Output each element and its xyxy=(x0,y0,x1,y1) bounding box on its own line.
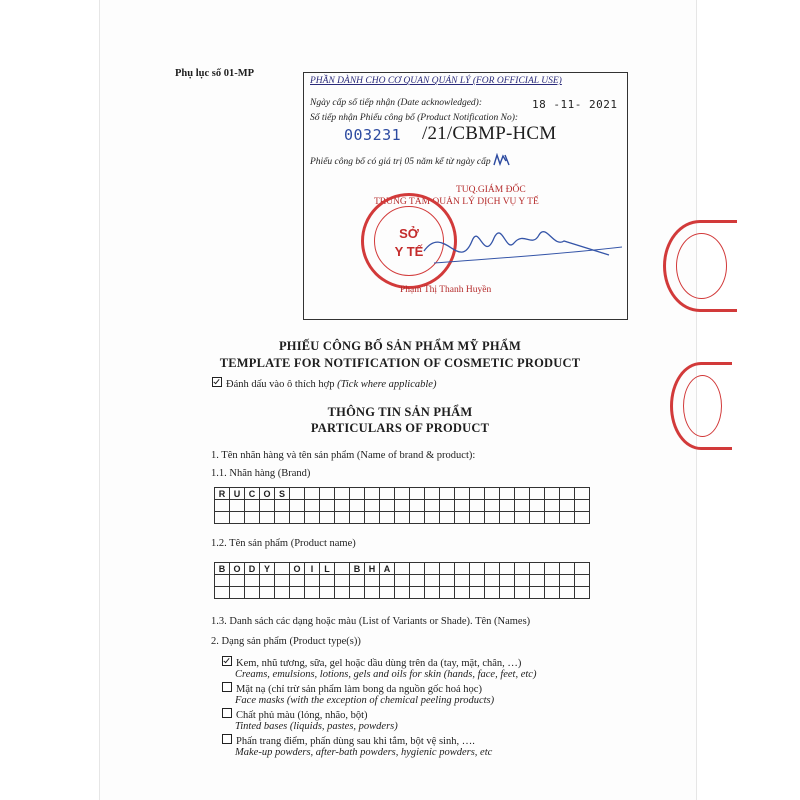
notification-number-value: 003231 xyxy=(344,126,402,144)
grid-cell xyxy=(455,500,470,512)
product-type-list xyxy=(222,656,536,760)
grid-cell xyxy=(230,587,245,599)
grid-cell xyxy=(515,488,530,500)
grid-cell xyxy=(335,488,350,500)
grid-cell xyxy=(215,587,230,599)
grid-cell xyxy=(275,512,290,524)
grid-cell xyxy=(320,512,335,524)
grid-cell xyxy=(260,512,275,524)
grid-cell xyxy=(560,512,575,524)
grid-cell xyxy=(560,488,575,500)
grid-cell: H xyxy=(365,563,380,575)
grid-cell xyxy=(575,512,590,524)
grid-cell xyxy=(245,512,260,524)
q2-label: 2. Dạng sản phẩm (Product type(s)) xyxy=(211,636,361,647)
grid-cell xyxy=(395,575,410,587)
grid-cell xyxy=(500,488,515,500)
grid-cell xyxy=(395,500,410,512)
grid-cell xyxy=(470,500,485,512)
grid-cell: B xyxy=(215,563,230,575)
grid-cell xyxy=(320,587,335,599)
section-title-vi: THÔNG TIN SẢN PHẨM xyxy=(327,405,473,419)
grid-cell: C xyxy=(245,488,260,500)
grid-cell xyxy=(320,575,335,587)
grid-cell xyxy=(215,512,230,524)
checkbox-checked-icon xyxy=(212,377,222,387)
product-type-en: Creams, emulsions, lotions, gels and oils for skin (hands, face, feet, etc) xyxy=(235,669,537,680)
grid-cell xyxy=(260,575,275,587)
grid-cell xyxy=(230,500,245,512)
grid-cell xyxy=(545,488,560,500)
grid-cell xyxy=(455,563,470,575)
grid-cell: D xyxy=(245,563,260,575)
grid-cell xyxy=(515,575,530,587)
checkbox-icon[interactable] xyxy=(222,682,232,692)
grid-cell xyxy=(245,575,260,587)
grid-cell xyxy=(290,488,305,500)
grid-cell: L xyxy=(320,563,335,575)
grid-cell xyxy=(500,575,515,587)
grid-cell xyxy=(485,575,500,587)
grid-cell xyxy=(410,512,425,524)
grid-cell xyxy=(260,587,275,599)
notification-number-suffix: /21/CBMP-HCM xyxy=(422,123,557,144)
grid-cell xyxy=(530,512,545,524)
signer-organization: TRUNG TÂM QUẢN LÝ DỊCH VỤ Y TẾ xyxy=(374,197,539,207)
grid-cell xyxy=(305,500,320,512)
grid-cell xyxy=(515,500,530,512)
product-type-vi: Phấn trang điểm, phấn dùng sau khi tắm, bột vệ sinh, …. xyxy=(236,736,475,747)
grid-cell xyxy=(335,500,350,512)
grid-cell xyxy=(380,587,395,599)
grid-cell xyxy=(320,488,335,500)
grid-cell xyxy=(410,488,425,500)
grid-cell: S xyxy=(275,488,290,500)
grid-cell xyxy=(380,488,395,500)
signature-icon xyxy=(364,193,624,283)
grid-cell xyxy=(515,563,530,575)
official-use-box xyxy=(303,72,628,320)
product-type-en: Make-up powders, after-bath powders, hygienic powders, etc xyxy=(235,747,493,758)
grid-cell xyxy=(425,587,440,599)
grid-cell xyxy=(560,587,575,599)
grid-cell xyxy=(350,512,365,524)
grid-cell xyxy=(350,488,365,500)
annex-label: Phụ lục số 01-MP xyxy=(175,68,255,79)
grid-cell xyxy=(425,563,440,575)
grid-cell: Y xyxy=(260,563,275,575)
grid-cell xyxy=(215,575,230,587)
form-title-vi: PHIẾU CÔNG BỐ SẢN PHẨM MỸ PHẨM xyxy=(278,339,522,353)
grid-cell xyxy=(395,563,410,575)
grid-cell xyxy=(365,575,380,587)
grid-cell xyxy=(350,500,365,512)
grid-cell xyxy=(530,488,545,500)
grid-cell xyxy=(335,575,350,587)
grid-cell xyxy=(305,575,320,587)
grid-cell: I xyxy=(305,563,320,575)
grid-cell xyxy=(365,587,380,599)
grid-cell xyxy=(425,488,440,500)
product-type-item xyxy=(222,734,536,759)
grid-cell xyxy=(380,575,395,587)
grid-cell xyxy=(365,500,380,512)
grid-cell xyxy=(395,587,410,599)
signer-title: TUQ.GIÁM ĐỐC xyxy=(456,185,526,195)
checkbox-icon[interactable] xyxy=(222,734,232,744)
q1-3-label: 1.3. Danh sách các dạng hoặc màu (List of Variants or Shade). Tên (Names) xyxy=(211,616,531,627)
notification-number-label: Số tiếp nhận Phiếu công bố (Product Notification No): xyxy=(310,113,519,123)
grid-cell xyxy=(500,563,515,575)
grid-cell xyxy=(320,500,335,512)
seal-text-2: Y TẾ xyxy=(394,244,424,259)
grid-cell xyxy=(545,500,560,512)
grid-cell xyxy=(335,512,350,524)
grid-cell xyxy=(530,563,545,575)
grid-cell xyxy=(560,575,575,587)
grid-cell xyxy=(305,488,320,500)
grid-cell: O xyxy=(290,563,305,575)
grid-cell xyxy=(485,512,500,524)
grid-cell xyxy=(455,512,470,524)
grid-cell xyxy=(545,575,560,587)
grid-cell xyxy=(380,512,395,524)
grid-cell xyxy=(290,575,305,587)
grid-cell xyxy=(365,512,380,524)
product-type-vi: Mặt nạ (chỉ trừ sản phẩm làm bong da nguồn gốc hoá học) xyxy=(236,684,482,695)
grid-cell xyxy=(575,500,590,512)
handwritten-mark-icon xyxy=(493,153,511,167)
grid-cell xyxy=(545,587,560,599)
checkbox-icon[interactable] xyxy=(222,708,232,718)
grid-cell xyxy=(545,563,560,575)
grid-cell xyxy=(575,575,590,587)
product-type-item xyxy=(222,656,536,681)
grid-cell xyxy=(455,575,470,587)
product-type-vi: Chất phủ màu (lỏng, nhão, bột) xyxy=(236,710,368,721)
checkbox-checked-icon[interactable] xyxy=(222,656,232,666)
product-name-grid xyxy=(214,562,590,599)
grid-cell xyxy=(230,575,245,587)
grid-cell xyxy=(410,563,425,575)
product-type-vi: Kem, nhũ tương, sữa, gel hoặc dầu dùng trên da (tay, mặt, chân, …) xyxy=(236,658,522,669)
section-title-en: PARTICULARS OF PRODUCT xyxy=(310,421,490,435)
grid-cell xyxy=(560,563,575,575)
q1-label: 1. Tên nhãn hàng và tên sản phẩm (Name of brand & product): xyxy=(211,450,476,461)
grid-cell xyxy=(335,563,350,575)
grid-cell xyxy=(410,575,425,587)
grid-cell: A xyxy=(380,563,395,575)
grid-cell xyxy=(500,512,515,524)
grid-cell xyxy=(395,512,410,524)
grid-cell xyxy=(575,587,590,599)
grid-cell: R xyxy=(215,488,230,500)
grid-cell xyxy=(470,575,485,587)
grid-cell xyxy=(275,575,290,587)
grid-cell xyxy=(305,512,320,524)
brand-grid xyxy=(214,487,590,524)
grid-cell xyxy=(440,575,455,587)
grid-cell xyxy=(575,488,590,500)
grid-cell xyxy=(500,587,515,599)
grid-cell xyxy=(275,563,290,575)
product-type-item xyxy=(222,708,536,733)
form-title-en: TEMPLATE FOR NOTIFICATION OF COSMETIC PRODUCT xyxy=(219,356,581,370)
product-type-en: Tinted bases (liquids, pastes, powders) xyxy=(235,721,398,732)
grid-cell: O xyxy=(260,488,275,500)
grid-cell xyxy=(515,512,530,524)
q1-1-label: 1.1. Nhãn hàng (Brand) xyxy=(211,468,311,479)
grid-cell xyxy=(425,500,440,512)
grid-cell xyxy=(530,587,545,599)
official-use-header: PHẦN DÀNH CHO CƠ QUAN QUẢN LÝ (FOR OFFICIAL USE) xyxy=(310,76,562,86)
grid-cell xyxy=(470,587,485,599)
grid-cell xyxy=(560,500,575,512)
grid-cell xyxy=(575,563,590,575)
grid-cell xyxy=(485,488,500,500)
product-type-item xyxy=(222,682,536,707)
date-acknowledged-value: 18 -11- 2021 xyxy=(532,98,618,111)
side-seal-top xyxy=(663,220,737,312)
grid-cell xyxy=(440,512,455,524)
grid-cell xyxy=(470,488,485,500)
grid-cell xyxy=(440,587,455,599)
grid-cell xyxy=(350,587,365,599)
grid-cell xyxy=(245,500,260,512)
grid-cell xyxy=(485,587,500,599)
grid-cell xyxy=(335,587,350,599)
grid-cell xyxy=(245,587,260,599)
grid-cell xyxy=(275,500,290,512)
grid-cell xyxy=(425,575,440,587)
tick-instruction: Đánh dấu vào ô thích hợp (Tick where applicable) xyxy=(212,377,436,390)
grid-cell xyxy=(275,587,290,599)
grid-cell xyxy=(485,500,500,512)
grid-cell xyxy=(470,512,485,524)
signer-name: Phạm Thị Thanh Huyền xyxy=(400,285,492,295)
date-acknowledged-label: Ngày cấp số tiếp nhận (Date acknowledged): xyxy=(310,98,483,108)
grid-cell xyxy=(545,512,560,524)
grid-cell xyxy=(365,488,380,500)
validity-text: Phiếu công bố có giá trị 05 năm kể từ ngày cấp xyxy=(310,153,511,167)
grid-cell xyxy=(395,488,410,500)
grid-cell xyxy=(215,500,230,512)
grid-cell xyxy=(290,512,305,524)
grid-cell xyxy=(455,587,470,599)
grid-cell xyxy=(530,575,545,587)
grid-cell xyxy=(290,500,305,512)
grid-cell xyxy=(230,512,245,524)
grid-cell xyxy=(440,563,455,575)
seal-text-1: SỞ xyxy=(399,226,419,241)
grid-cell: B xyxy=(350,563,365,575)
grid-cell: O xyxy=(230,563,245,575)
q1-2-label: 1.2. Tên sản phẩm (Product name) xyxy=(211,538,356,549)
grid-cell xyxy=(500,500,515,512)
grid-cell xyxy=(380,500,395,512)
grid-cell xyxy=(455,488,470,500)
grid-cell xyxy=(350,575,365,587)
grid-cell xyxy=(260,500,275,512)
grid-cell xyxy=(515,587,530,599)
grid-cell: U xyxy=(230,488,245,500)
grid-cell xyxy=(425,512,440,524)
grid-cell xyxy=(470,563,485,575)
grid-cell xyxy=(290,587,305,599)
grid-cell xyxy=(440,500,455,512)
product-type-en: Face masks (with the exception of chemical peeling products) xyxy=(235,695,495,706)
grid-cell xyxy=(410,587,425,599)
grid-cell xyxy=(305,587,320,599)
grid-cell xyxy=(440,488,455,500)
grid-cell xyxy=(530,500,545,512)
grid-cell xyxy=(410,500,425,512)
grid-cell xyxy=(485,563,500,575)
